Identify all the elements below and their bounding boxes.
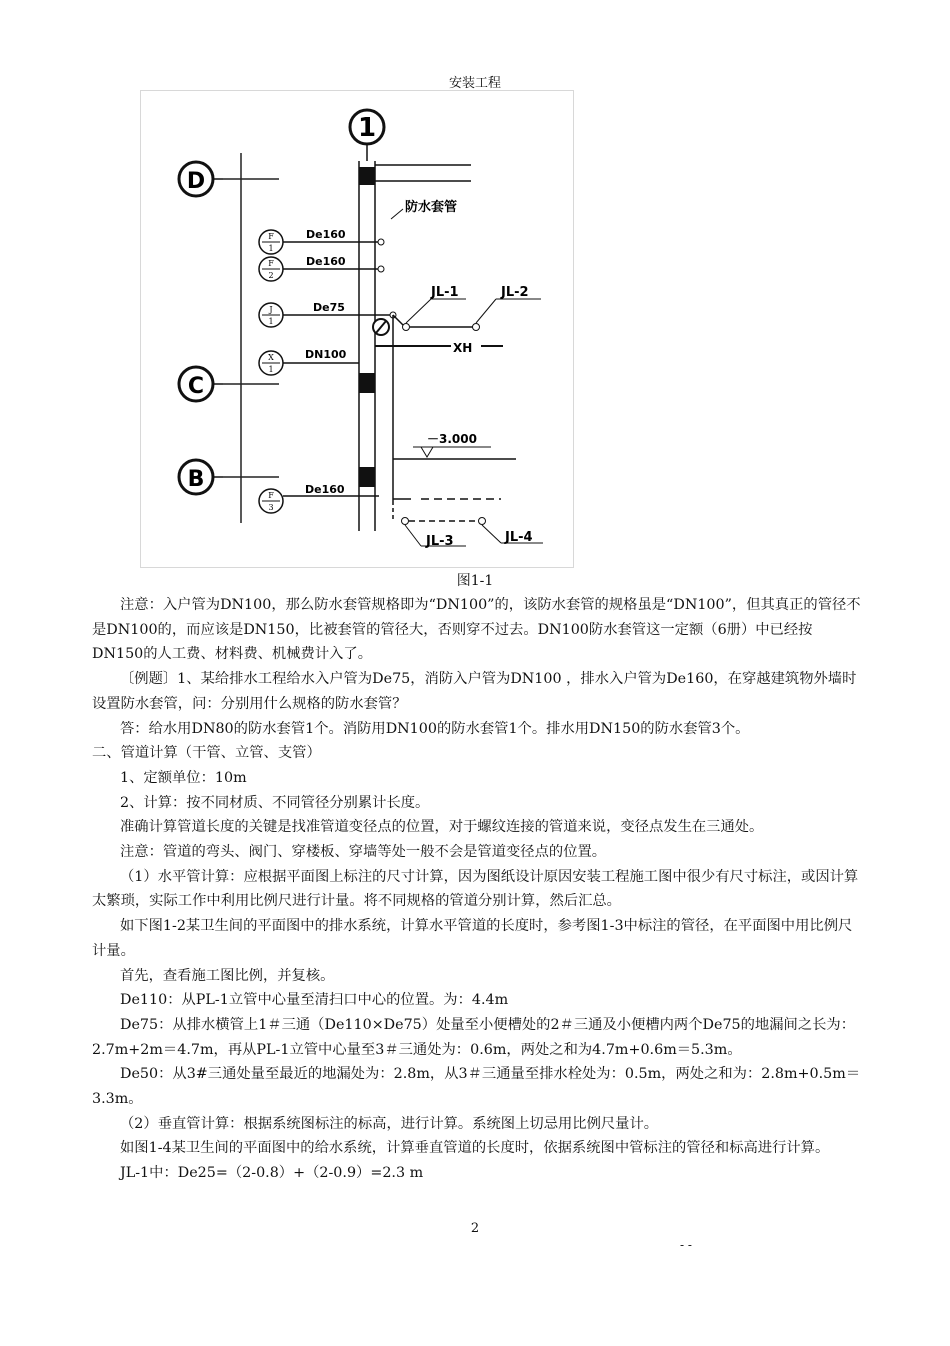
svg-text:X: X xyxy=(268,353,274,362)
svg-text:2: 2 xyxy=(268,271,274,280)
paragraph: 2、计算：按不同材质、不同管径分别累计长度。 xyxy=(120,794,430,811)
riser-label-jl3: JL-3 xyxy=(426,534,454,549)
svg-text:1: 1 xyxy=(357,113,377,143)
sleeve-label: 防水套管 xyxy=(405,200,458,215)
page-header: 安装工程 xyxy=(448,76,501,91)
pipe-marker-X1 xyxy=(259,351,283,375)
pipe-marker-F3 xyxy=(259,489,283,513)
svg-text:1: 1 xyxy=(268,244,274,253)
svg-text:C: C xyxy=(187,374,205,399)
svg-text:F: F xyxy=(268,259,274,268)
pipe-marker-J1 xyxy=(259,303,283,327)
paragraph: 如下图1-2某卫生间的平面图中的排水系统，计算水平管道的长度时，参考图1-3中标注的管径，在平面图中用比例尺计量。 xyxy=(92,918,853,959)
paragraph: 注意：入户管为DN100，那么防水套管规格即为“DN100”的，该防水套管的规格虽是“DN100”，但其真正的管径不是DN100的，而应该是DN150，比被套管的管径大，否则穿不过去。DN100防水套管这一定额（6册）中已经按DN150的人工费、材料费、机械费计入了。 xyxy=(92,597,861,663)
riser-label-jl2: JL-2 xyxy=(501,285,529,300)
body-text xyxy=(92,593,862,1186)
paragraph: 注意：管道的弯头、阀门、穿楼板、穿墙等处一般不会是管道变径点的位置。 xyxy=(120,844,607,861)
page-footer: - - xyxy=(680,1238,692,1252)
axis-B-bubble xyxy=(179,460,213,494)
svg-text:3: 3 xyxy=(268,503,274,512)
paragraph: 首先，查看施工图比例，并复核。 xyxy=(120,967,335,984)
axis-C-bubble xyxy=(179,367,213,401)
svg-text:1: 1 xyxy=(268,317,274,326)
pipe-drawing xyxy=(141,91,573,567)
svg-text:F: F xyxy=(268,491,274,500)
pipe-size-label: De160 xyxy=(306,255,346,268)
paragraph: 1、定额单位：10m xyxy=(120,769,247,786)
paragraph: 〔例题〕1、某给排水工程给水入户管为De75，消防入户管为DN100 ，排水入户管为De160，在穿越建筑物外墙时设置防水套管，问：分别用什么规格的防水套管？ xyxy=(92,671,857,712)
riser-label-jl4: JL-4 xyxy=(505,530,533,545)
section-heading: 二、管道计算（干管、立管、支管） xyxy=(92,745,321,762)
svg-text:B: B xyxy=(187,467,205,492)
svg-text:1: 1 xyxy=(268,365,274,374)
page-number: 2 xyxy=(470,1221,480,1236)
pipe-size-label: De160 xyxy=(305,483,345,496)
axis-1-bubble xyxy=(350,110,384,144)
axis-D-bubble xyxy=(179,162,213,196)
paragraph: De75：从排水横管上1＃三通（De110×De75）处量至小便槽处的2＃三通及小便槽内两个De75的地漏间之长为：2.7m+2m＝4.7m，再从PL-1立管中心量至3＃三通处为：0.6m，两处之和为4.7m+0.6m＝5.3m。 xyxy=(92,1016,856,1058)
figure-1-1 xyxy=(140,90,574,568)
elevation-label: －3.000 xyxy=(427,432,477,446)
paragraph: （1）水平管计算：应根据平面图上标注的尺寸计算，因为图纸设计原因安装工程施工图中很少有尺寸标注，或因计算太繁琐，实际工作中利用比例尺进行计量。将不同规格的管道分别计算，然后汇总。 xyxy=(92,868,859,910)
svg-text:D: D xyxy=(186,169,206,194)
paragraph: 答：给水用DN80的防水套管1个。消防用DN100的防水套管1个。排水用DN150的防水套管3个。 xyxy=(120,720,750,737)
pipe-marker-F1 xyxy=(259,230,283,254)
svg-text:F: F xyxy=(268,232,274,241)
figure-caption: 图1-1 xyxy=(456,573,494,589)
pipe-size-label: De160 xyxy=(306,228,346,241)
pipe-size-label: DN100 xyxy=(305,348,347,361)
paragraph: JL-1中：De25=（2-0.8）+（2-0.9）=2.3 m xyxy=(120,1165,424,1182)
riser-label-jl1: JL-1 xyxy=(431,285,459,300)
xh-label: XH xyxy=(453,341,473,355)
svg-text:J: J xyxy=(269,305,273,314)
pipe-marker-F2 xyxy=(259,257,283,281)
paragraph: 准确计算管道长度的关键是找准管道变径点的位置，对于螺纹连接的管道来说，变径点发生在三通处。 xyxy=(120,819,764,836)
paragraph: （2）垂直管计算：根据系统图标注的标高，进行计算。系统图上切忌用比例尺量计。 xyxy=(120,1115,659,1132)
paragraph: 如图1-4某卫生间的平面图中的给水系统，计算垂直管道的长度时，依据系统图中管标注的管径和标高进行计算。 xyxy=(120,1140,830,1157)
paragraph: De50：从3#三通处量至最近的地漏处为：2.8m，从3＃三通量至排水栓处为：0.5m，两处之和为：2.8m+0.5m＝3.3m。 xyxy=(92,1066,861,1108)
paragraph: De110：从PL-1立管中心量至清扫口中心的位置。为：4.4m xyxy=(120,992,509,1009)
pipe-size-label: De75 xyxy=(313,301,345,314)
